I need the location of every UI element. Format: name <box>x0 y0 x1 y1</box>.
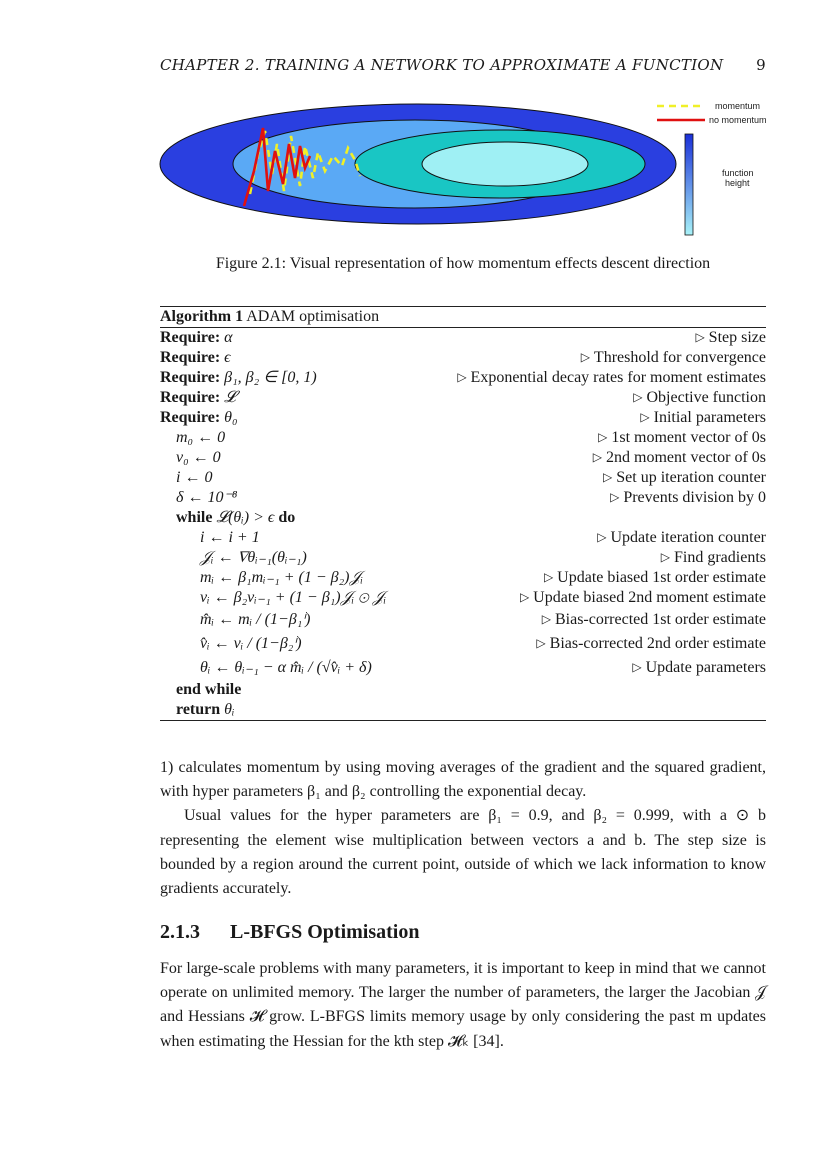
algorithm-comment-text: Update iteration counter <box>610 529 766 546</box>
algorithm-comment-text: Set up iteration counter <box>616 469 766 486</box>
algorithm-expression: m₀ ← 0 <box>176 429 226 446</box>
algorithm-keyword: Require: <box>160 369 221 386</box>
algorithm-comment-text: Bias-corrected 2nd order estimate <box>549 635 766 652</box>
algorithm-keyword: Require: <box>160 329 221 346</box>
algorithm-keyword: return <box>176 701 221 718</box>
algorithm-statement <box>200 632 302 656</box>
algorithm-comment-text: Prevents division by 0 <box>623 489 766 506</box>
algorithm-comment <box>661 548 766 568</box>
algorithm-keyword: Require: <box>160 409 221 426</box>
algorithm-name: ADAM optimisation <box>246 308 380 325</box>
algorithm-comment-text: Initial parameters <box>653 409 766 426</box>
legend-no-momentum-label: no momentum <box>709 115 767 125</box>
colorbar-label-line2: height <box>725 178 750 188</box>
algorithm-comment <box>640 408 766 428</box>
algorithm-line <box>160 508 766 528</box>
algorithm-comment <box>695 328 766 348</box>
algorithm-lines <box>160 328 766 720</box>
algorithm-expression: 𝓛(θᵢ) > ϵ <box>216 509 275 526</box>
comment-triangle-icon: ▷ <box>597 530 607 544</box>
algorithm-expression: mᵢ ← β₁mᵢ₋₁ + (1 − β₂)𝒥ᵢ <box>200 569 364 586</box>
algorithm-line <box>160 328 766 348</box>
algorithm-expression: δ ← 10⁻⁸ <box>176 489 238 506</box>
comment-triangle-icon: ▷ <box>633 390 643 404</box>
algorithm-keyword: do <box>278 509 296 526</box>
algorithm-comment-text: Exponential decay rates for moment estimates <box>470 369 766 386</box>
algorithm-comment-text: Threshold for convergence <box>593 349 766 366</box>
algorithm-label: Algorithm 1 <box>160 308 244 325</box>
algorithm-statement <box>176 700 235 720</box>
figure-caption: Figure 2.1: Visual representation of how momentum effects descent direction <box>215 255 711 272</box>
chapter-title: CHAPTER 2. TRAINING A NETWORK TO APPROXIMATE A FUNCTION <box>160 56 724 74</box>
algorithm-comment <box>544 568 766 588</box>
running-head <box>160 56 766 74</box>
algorithm-statement <box>160 408 238 428</box>
algorithm-statement <box>200 548 307 568</box>
comment-triangle-icon: ▷ <box>603 470 613 484</box>
algorithm-line <box>160 588 766 608</box>
algorithm-line <box>160 348 766 368</box>
algorithm-comment-text: 1st moment vector of 0s <box>611 429 766 446</box>
momentum-figure <box>155 96 775 246</box>
algorithm-expression: v₀ ← 0 <box>176 449 221 466</box>
algorithm-line <box>160 408 766 428</box>
comment-triangle-icon: ▷ <box>592 450 603 464</box>
comment-triangle-icon: ▷ <box>541 612 551 626</box>
algorithm-expression: θᵢ ← θᵢ₋₁ − α m̂ᵢ / (√v̂ᵢ + δ) <box>200 659 372 676</box>
comment-triangle-icon: ▷ <box>660 550 670 564</box>
algorithm-keyword: Require: <box>160 349 221 366</box>
algorithm-comment <box>610 488 766 508</box>
algorithm-comment-text: Bias-corrected 1st order estimate <box>554 611 766 628</box>
algorithm-statement <box>200 588 386 608</box>
algorithm-comment <box>597 528 766 548</box>
algorithm-statement <box>176 448 221 468</box>
algorithm-keyword: Require: <box>160 389 221 406</box>
algorithm-expression: θ₀ <box>224 409 238 426</box>
algorithm-statement <box>160 348 231 368</box>
contour-plot <box>155 96 775 246</box>
algorithm-statement <box>176 488 237 508</box>
algorithm-statement <box>200 656 372 680</box>
algorithm-statement <box>160 388 236 408</box>
algorithm-statement <box>176 428 225 448</box>
algorithm-comment-text: Update biased 1st order estimate <box>557 569 766 586</box>
algorithm-expression: 𝓛 <box>224 389 236 406</box>
algorithm-line <box>160 528 766 548</box>
algorithm-statement <box>160 328 233 348</box>
algorithm-line <box>160 388 766 408</box>
colorbar-label-line1: function <box>722 168 754 178</box>
page-number: 9 <box>756 56 766 74</box>
algorithm-statement <box>200 568 363 588</box>
algorithm-comment-text: Find gradients <box>674 549 766 566</box>
paragraph-momentum: 1) calculates momentum by using moving averages of the gradient and the squared gradient, with hyper parameters β₁ and β₂ controlling the exponential decay. <box>160 759 766 801</box>
algorithm-expression: 𝒥ᵢ ← ∇θᵢ₋₁(θᵢ₋₁) <box>200 549 307 566</box>
algorithm-keyword: while <box>176 509 213 526</box>
algorithm-comment <box>542 608 766 632</box>
algorithm-bottom-rule <box>160 720 766 721</box>
algorithm-line <box>160 608 766 632</box>
algorithm-line <box>160 488 766 508</box>
algorithm-comment <box>598 428 766 448</box>
comment-triangle-icon: ▷ <box>543 570 554 584</box>
algorithm-line <box>160 568 766 588</box>
algorithm-expression: ϵ <box>224 349 231 366</box>
algorithm-statement <box>200 528 260 548</box>
algorithm-expression: m̂ᵢ ← mᵢ / (1−β₁ⁱ) <box>200 611 311 628</box>
comment-triangle-icon: ▷ <box>632 660 642 674</box>
algorithm-expression: i ← 0 <box>176 469 213 486</box>
section-title: L-BFGS Optimisation <box>230 921 420 943</box>
algorithm-statement <box>160 368 317 388</box>
algorithm-line <box>160 632 766 656</box>
algorithm-line <box>160 428 766 448</box>
algorithm-statement <box>200 608 310 632</box>
algorithm-expression: θᵢ <box>224 701 235 718</box>
comment-triangle-icon: ▷ <box>519 590 530 604</box>
section-heading <box>160 921 419 944</box>
comment-triangle-icon: ▷ <box>598 430 608 444</box>
algorithm-box <box>160 306 766 721</box>
core-contour <box>422 142 588 186</box>
algorithm-line <box>160 700 766 720</box>
algorithm-expression: i ← i + 1 <box>200 529 260 546</box>
algorithm-comment <box>632 656 766 680</box>
paragraph-lbfgs: For large-scale problems with many parameters, it is important to keep in mind that we cannot operate on unlimited memory. The larger the number of parameters, the larger the Jacobian 𝒥 and Hessians 𝓗 grow. L-BFGS limits memory usage by only considering the past m updates when estimating the Hessian for the kth step 𝓗ₖ [34]. <box>160 960 766 1050</box>
algorithm-line <box>160 448 766 468</box>
algorithm-statement <box>176 468 212 488</box>
comment-triangle-icon: ▷ <box>640 410 650 424</box>
algorithm-comment-text: 2nd moment vector of 0s <box>606 449 766 466</box>
algorithm-line <box>160 680 766 700</box>
algorithm-statement <box>176 680 241 700</box>
algorithm-title <box>160 307 766 327</box>
section-body <box>160 957 766 1054</box>
algorithm-line <box>160 656 766 680</box>
comment-triangle-icon: ▷ <box>695 330 705 344</box>
algorithm-keyword: end while <box>176 681 242 698</box>
colorbar <box>685 134 693 235</box>
algorithm-comment-text: Update biased 2nd moment estimate <box>533 589 766 606</box>
algorithm-comment <box>633 388 766 408</box>
paragraph-hyperparameters: Usual values for the hyper parameters are β₁ = 0.9, and β₂ = 0.999, with a ⊙ b representing the element wise multiplication between vectors a and b. The step size is bounded by a region around the current point, outside of which we lack information to know gradients accurately. <box>160 807 766 898</box>
algorithm-comment <box>593 448 766 468</box>
algorithm-comment-text: Update parameters <box>645 659 766 676</box>
legend-momentum-label: momentum <box>715 101 761 111</box>
comment-triangle-icon: ▷ <box>610 490 620 504</box>
section-number: 2.1.3 <box>160 921 200 943</box>
body-paragraphs <box>160 756 766 901</box>
comment-triangle-icon: ▷ <box>580 350 590 364</box>
algorithm-expression: vᵢ ← β₂vᵢ₋₁ + (1 − β₁)𝒥ᵢ ⊙ 𝒥ᵢ <box>200 589 387 606</box>
algorithm-expression: v̂ᵢ ← vᵢ / (1−β₂ⁱ) <box>200 635 302 652</box>
algorithm-line <box>160 368 766 388</box>
algorithm-line <box>160 468 766 488</box>
algorithm-comment <box>603 468 766 488</box>
algorithm-comment <box>520 588 766 608</box>
algorithm-line <box>160 548 766 568</box>
algorithm-comment <box>457 368 766 388</box>
algorithm-statement <box>176 508 295 528</box>
algorithm-expression: β₁, β₂ ∈ [0, 1) <box>224 369 317 386</box>
algorithm-comment <box>581 348 766 368</box>
algorithm-comment-text: Step size <box>708 329 766 346</box>
algorithm-comment-text: Objective function <box>646 389 766 406</box>
algorithm-comment <box>536 632 766 656</box>
algorithm-expression: α <box>224 329 233 346</box>
comment-triangle-icon: ▷ <box>536 636 546 650</box>
comment-triangle-icon: ▷ <box>457 370 467 384</box>
